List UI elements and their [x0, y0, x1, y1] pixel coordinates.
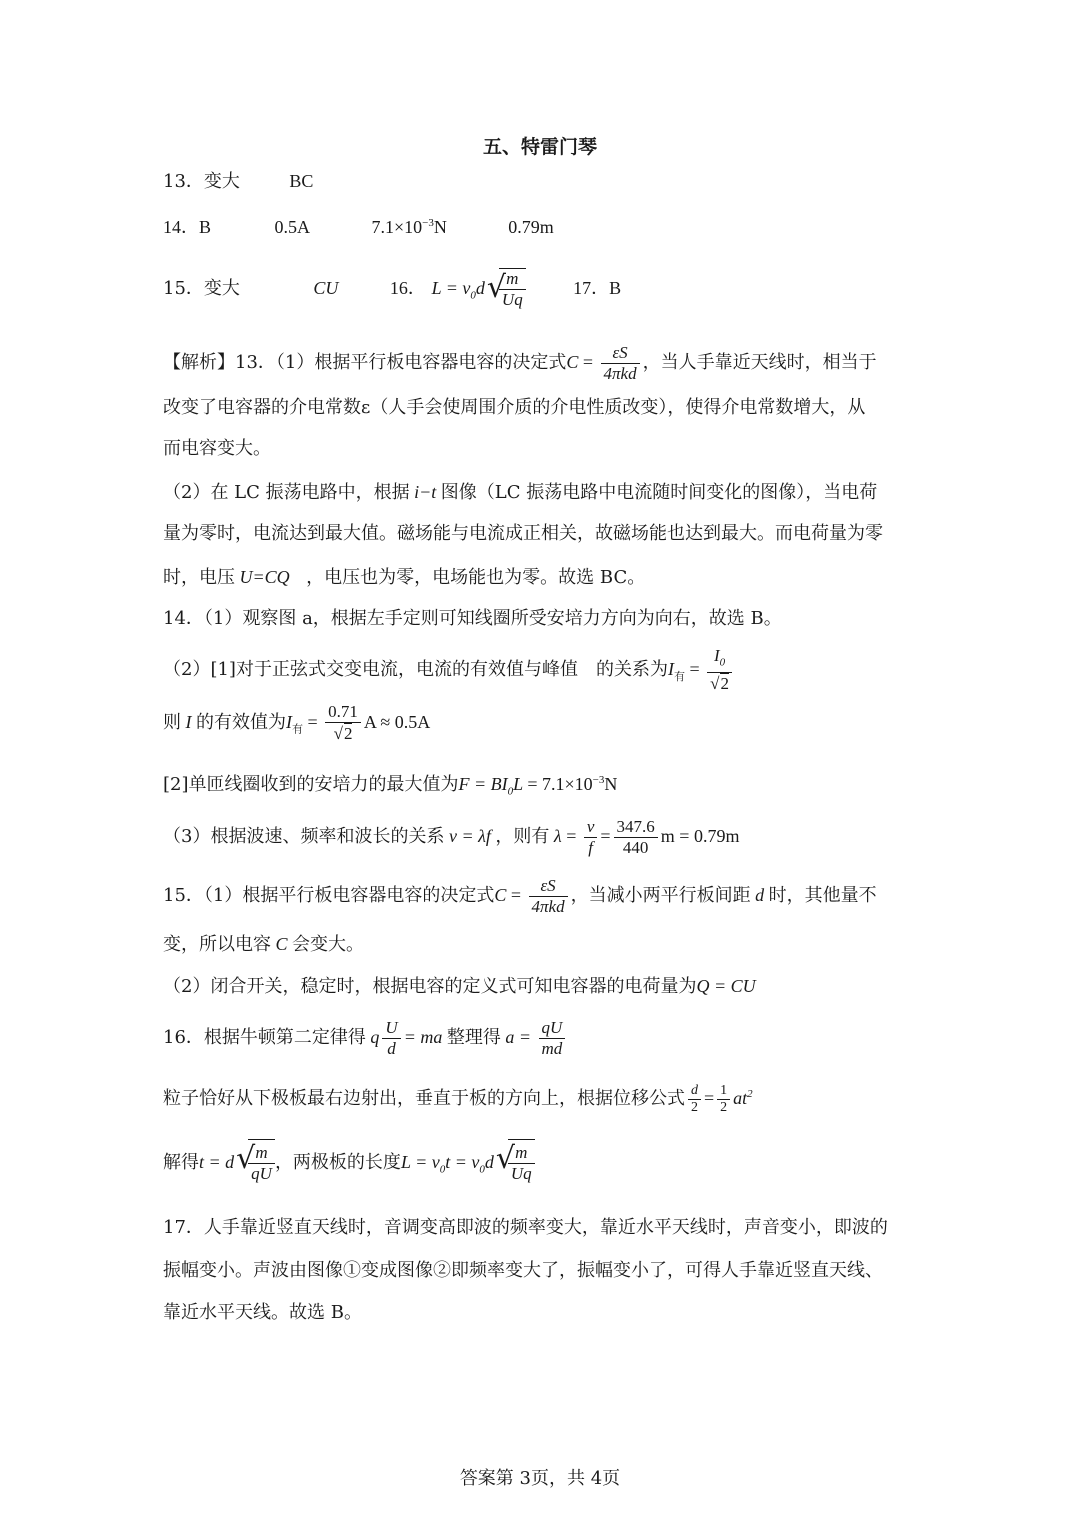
analysis-line-6: 时，电压 U=CQ ，电压也为零，电场能也为零。故选 BC。 — [163, 567, 646, 588]
analysis-line-15: 16．根据牛顿第二定律得 q $\frac{U}{d}$ = ma 整理得 a = $\frac{qU}{md}$ — [163, 1015, 568, 1060]
answer-line-13 — [163, 168, 313, 195]
answer-line-14 — [163, 210, 554, 241]
q16-answer: 16． — [389, 278, 426, 298]
q13-choice: BC — [289, 171, 314, 191]
page-footer: 答案第 3页，共 4页 — [459, 1468, 621, 1489]
analysis-line-18: 17．人手靠近竖直天线时，音调变高即波的频率变大，靠近水平天线时，声音变小，即波的 — [163, 1217, 888, 1238]
analysis-line-19: 振幅变小。声波由图像①变成图像②即频率变大了，振幅变小了，可得人手靠近竖直天线、 — [163, 1260, 883, 1281]
analysis-line-9: 则 I 的有效值为$I_有$ = $\frac{0.71}{√2}$ A ≈ 0.5A — [163, 702, 431, 743]
analysis-line-1: 【解析】13．（1）根据平行板电容器电容的决定式C = $\frac{\varepsilon S}{\text{4πkd}}$ ，当人手靠近天线时，相当于 — [163, 342, 877, 383]
analysis-line-16: 粒子恰好从下极板最右边射出，垂直于板的方向上，根据位移公式 $\frac{d}{2}$ = $\frac{1}{2}$ $at^2$ — [163, 1082, 753, 1115]
q14-wavelength: 0.79m — [508, 217, 554, 237]
q14-current: 0.5A — [274, 217, 310, 237]
q15-answer: 15．变大 — [163, 278, 240, 299]
q14-force: $7.1\times 10^{-3}N$ — [371, 217, 447, 237]
analysis-line-7: 14．（1）观察图 a，根据左手定则可知线圈所受安培力方向为向右，故选 B。 — [163, 608, 782, 629]
analysis-line-5: 量为零时，电流达到最大值。磁场能与电流成正相关，故磁场能也达到最大。而电荷量为零 — [163, 523, 883, 544]
analysis-line-10: [2]单匝线圈收到的安培力的最大值为$F = BI_0L = 7.1\times 10^{-3}N$ — [163, 774, 618, 798]
analysis-line-8: （2）[1]对于正弦式交变电流，电流的有效值与峰值 的关系为$I_有$ = $\frac{I_0}{√2}$ — [163, 646, 735, 699]
analysis-tag: 【解析】 — [163, 352, 235, 373]
section-title: 五、特雷门琴 — [482, 136, 597, 158]
analysis-line-11: （3）根据波速、频率和波长的关系 v = λf ，则有 λ = $\frac{v}{f}$ = $\frac{347.6}{440}$ m = 0.79m — [163, 816, 740, 857]
analysis-line-3: 而电容变大。 — [163, 438, 271, 459]
q13-answer: 13．变大 — [163, 171, 240, 192]
analysis-line-13: 变，所以电容 C 会变大。 — [163, 934, 365, 955]
analysis-line-4: （2）在 LC 振荡电路中，根据 i−t 图像（LC 振荡电路中电流随时间变化的图像），当电荷 — [163, 482, 878, 503]
analysis-line-14: （2）闭合开关，稳定时，根据电容的定义式可知电容器的电荷量为Q = CU — [163, 976, 756, 997]
analysis-line-12: 15．（1）根据平行板电容器电容的决定式C = $\frac{\varepsilon S}{\text{4πkd}}$ ，当减小两平行板间距 d 时，其他量不 — [163, 875, 877, 916]
analysis-line-2: 改变了电容器的介电常数ε（人手会使周围介质的介电性质改变），使得介电常数增大，从 — [163, 397, 866, 418]
analysis-line-17: 解得t = d √ $\frac{m}{qU}$ ，两极板的长度$L = v_0t = v_0d$ √ $\frac{m}{Uq}$ — [163, 1138, 535, 1194]
analysis-line-20: 靠近水平天线。故选 B。 — [163, 1302, 362, 1323]
q16-formula: $L = v_0d$ — [431, 278, 485, 302]
answer-line-15-17 — [163, 268, 621, 316]
sqrt-symbol: √ $\frac{m}{Uq}$ — [487, 268, 526, 310]
q14-answer: 14．B — [163, 217, 212, 237]
q17-answer: 17．B — [573, 278, 622, 298]
q15-value: CU — [313, 278, 339, 298]
